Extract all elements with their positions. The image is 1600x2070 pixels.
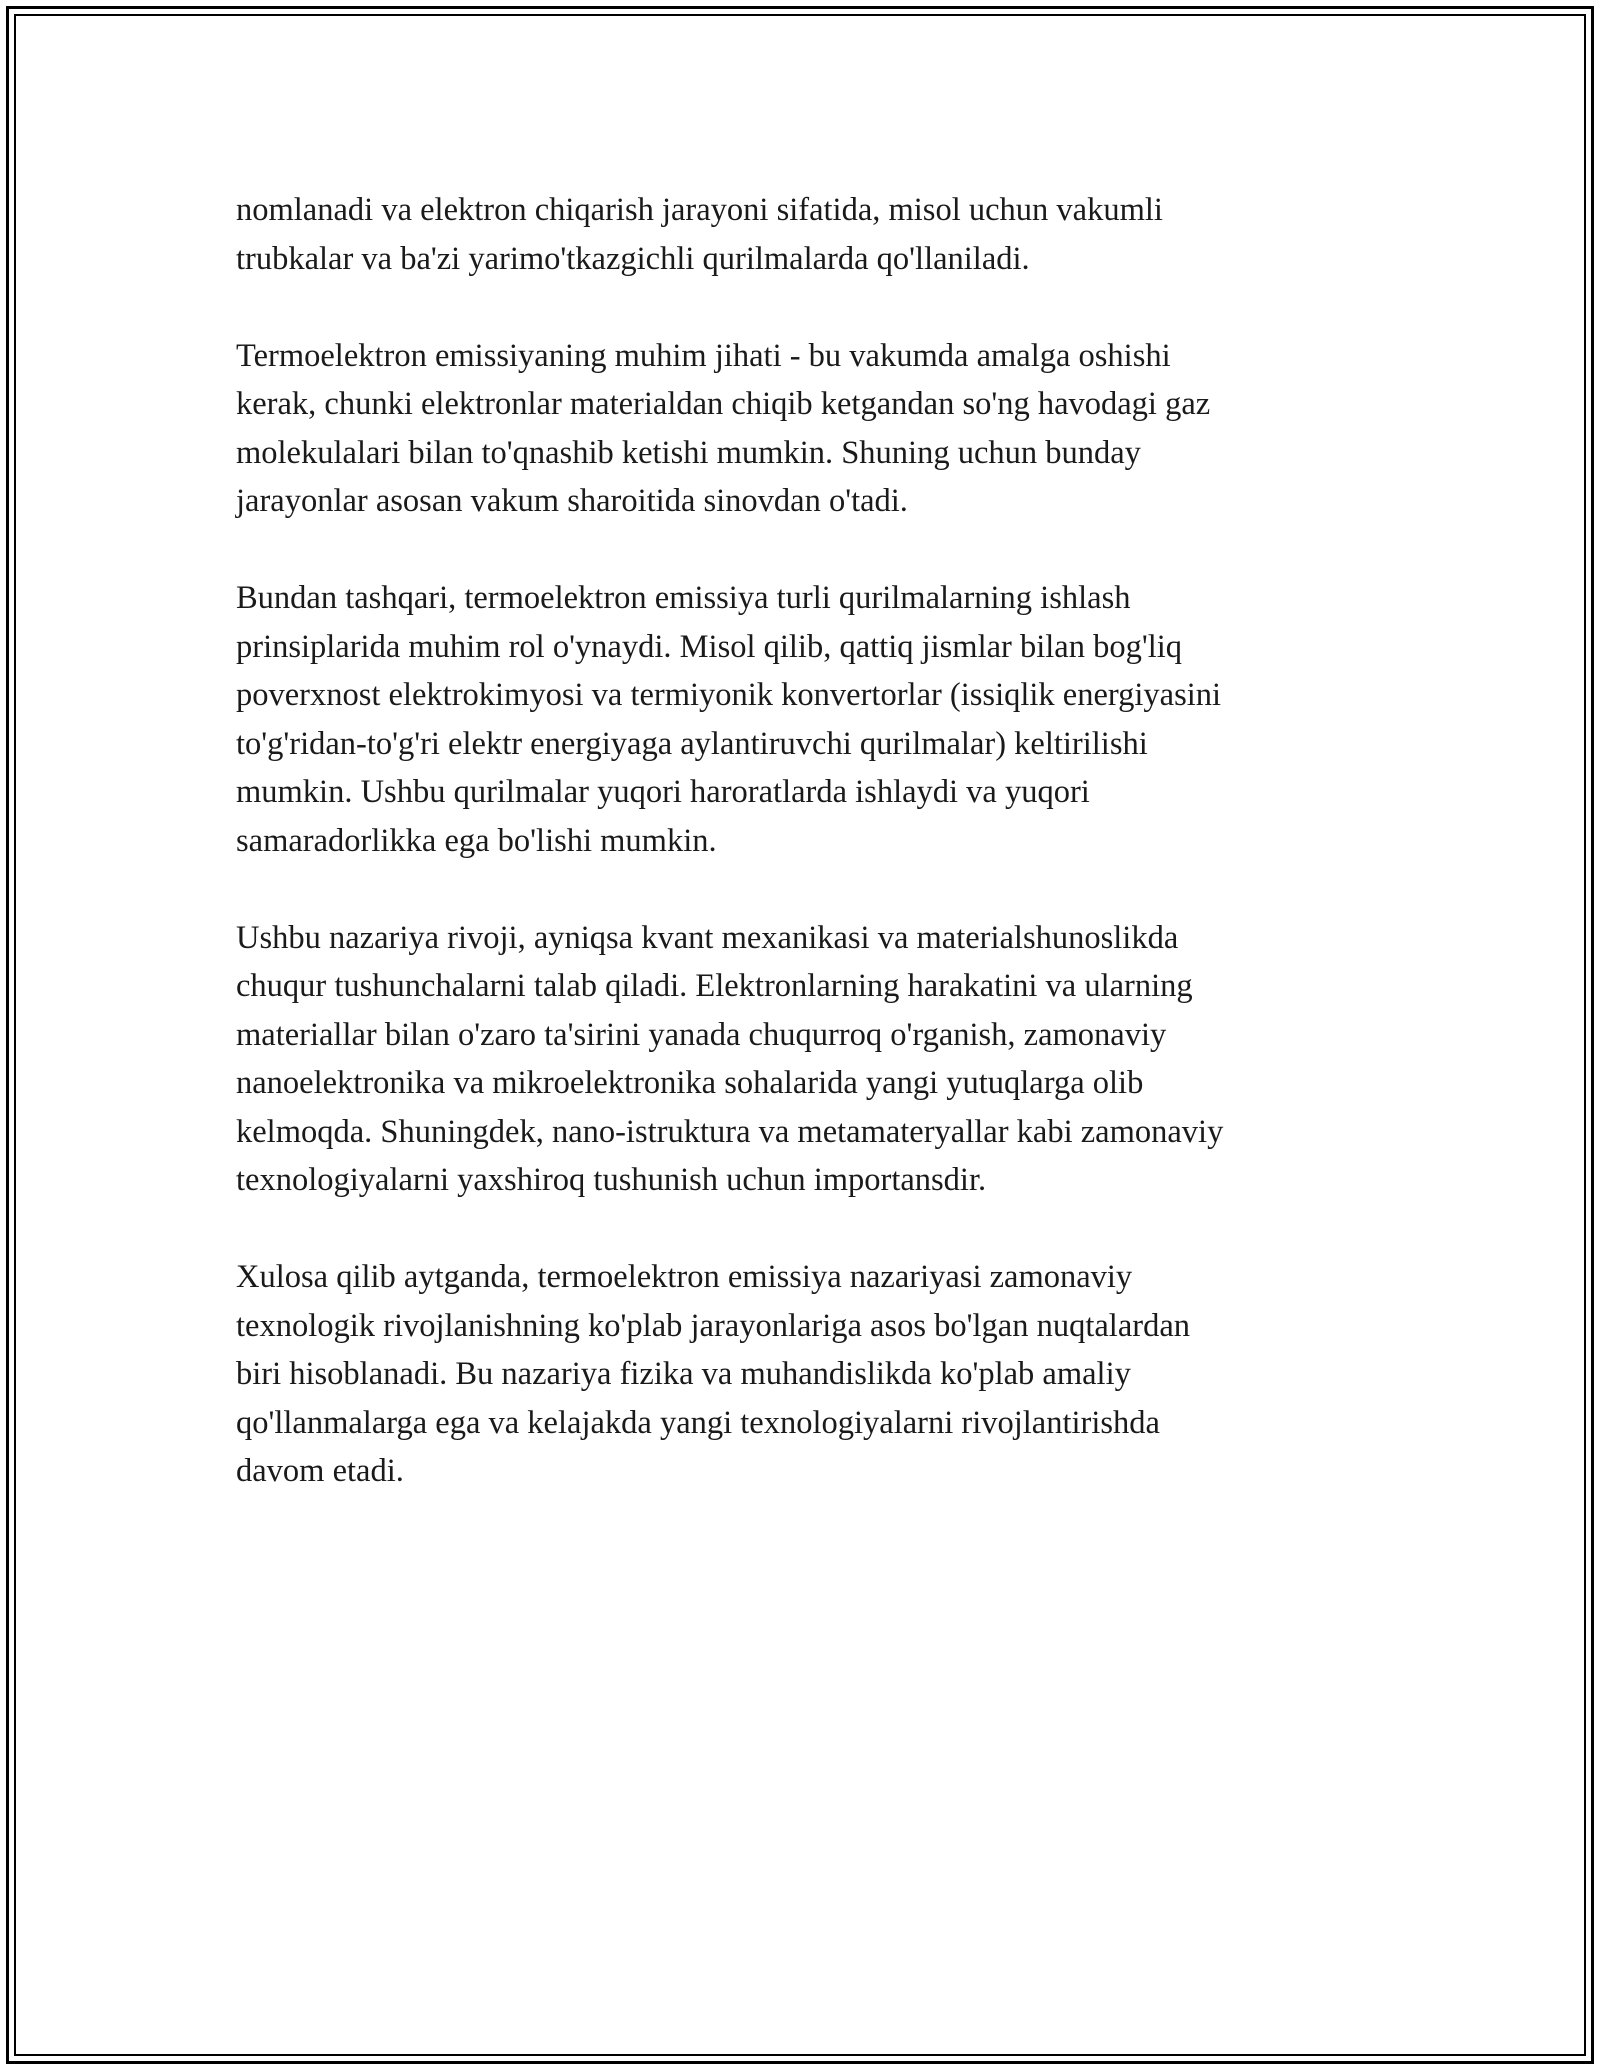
document-body xyxy=(236,186,1366,1544)
paragraph-1: nomlanadi va elektron chiqarish jarayoni sifatida, misol uchun vakumli trubkalar va ba'zi yarimo'tkazgichli qurilmalarda qo'llaniladi. xyxy=(236,192,1163,277)
paragraph-5: Xulosa qilib aytganda, termoelektron emissiya nazariyasi zamonaviy texnologik rivojlanishning ko'plab jarayonlariga asos bo'lgan nuqtalardan biri hisoblanadi. Bu nazariya fizika va muhandislikda ko'plab amaliy qo'llanmalarga ega va kelajakda yangi texnologiyalarni rivojlantirishda davom etadi. xyxy=(236,1259,1190,1489)
paragraph-3: Bundan tashqari, termoelektron emissiya turli qurilmalarning ishlash prinsiplarida muhim rol o'ynaydi. Misol qilib, qattiq jismlar bilan bog'liq poverxnost elektrokimyosi va termiyonik konvertorlar (issiqlik energiyasini to'g'ridan-to'g'ri elektr energiyaga aylantiruvchi qurilmalar) keltirilishi mumkin. Ushbu qurilmalar yuqori haroratlarda ishlaydi va yuqori samaradorlikka ega bo'lishi mumkin. xyxy=(236,580,1222,859)
paragraph-4: Ushbu nazariya rivoji, ayniqsa kvant mexanikasi va materialshunoslikda chuqur tushunchalarni talab qiladi. Elektronlarning harakatini va ularning materiallar bilan o'zaro ta'sirini yanada chuqurroq o'rganish, zamonaviy nanoelektronika va mikroelektronika sohalarida yangi yutuqlarga olib kelmoqda. Shuningdek, nano-istruktura va metamateryallar kabi zamonaviy texnologiyalarni yaxshiroq tushunish uchun importansdir. xyxy=(236,919,1224,1198)
paragraph-2: Termoelektron emissiyaning muhim jihati - bu vakumda amalga oshishi kerak, chunki elektronlar materialdan chiqib ketgandan so'ng havodagi gaz molekulalari bilan to'qnashib ketishi mumkin. Shuning uchun bunday jarayonlar asosan vakum sharoitida sinovdan o'tadi. xyxy=(236,337,1211,519)
